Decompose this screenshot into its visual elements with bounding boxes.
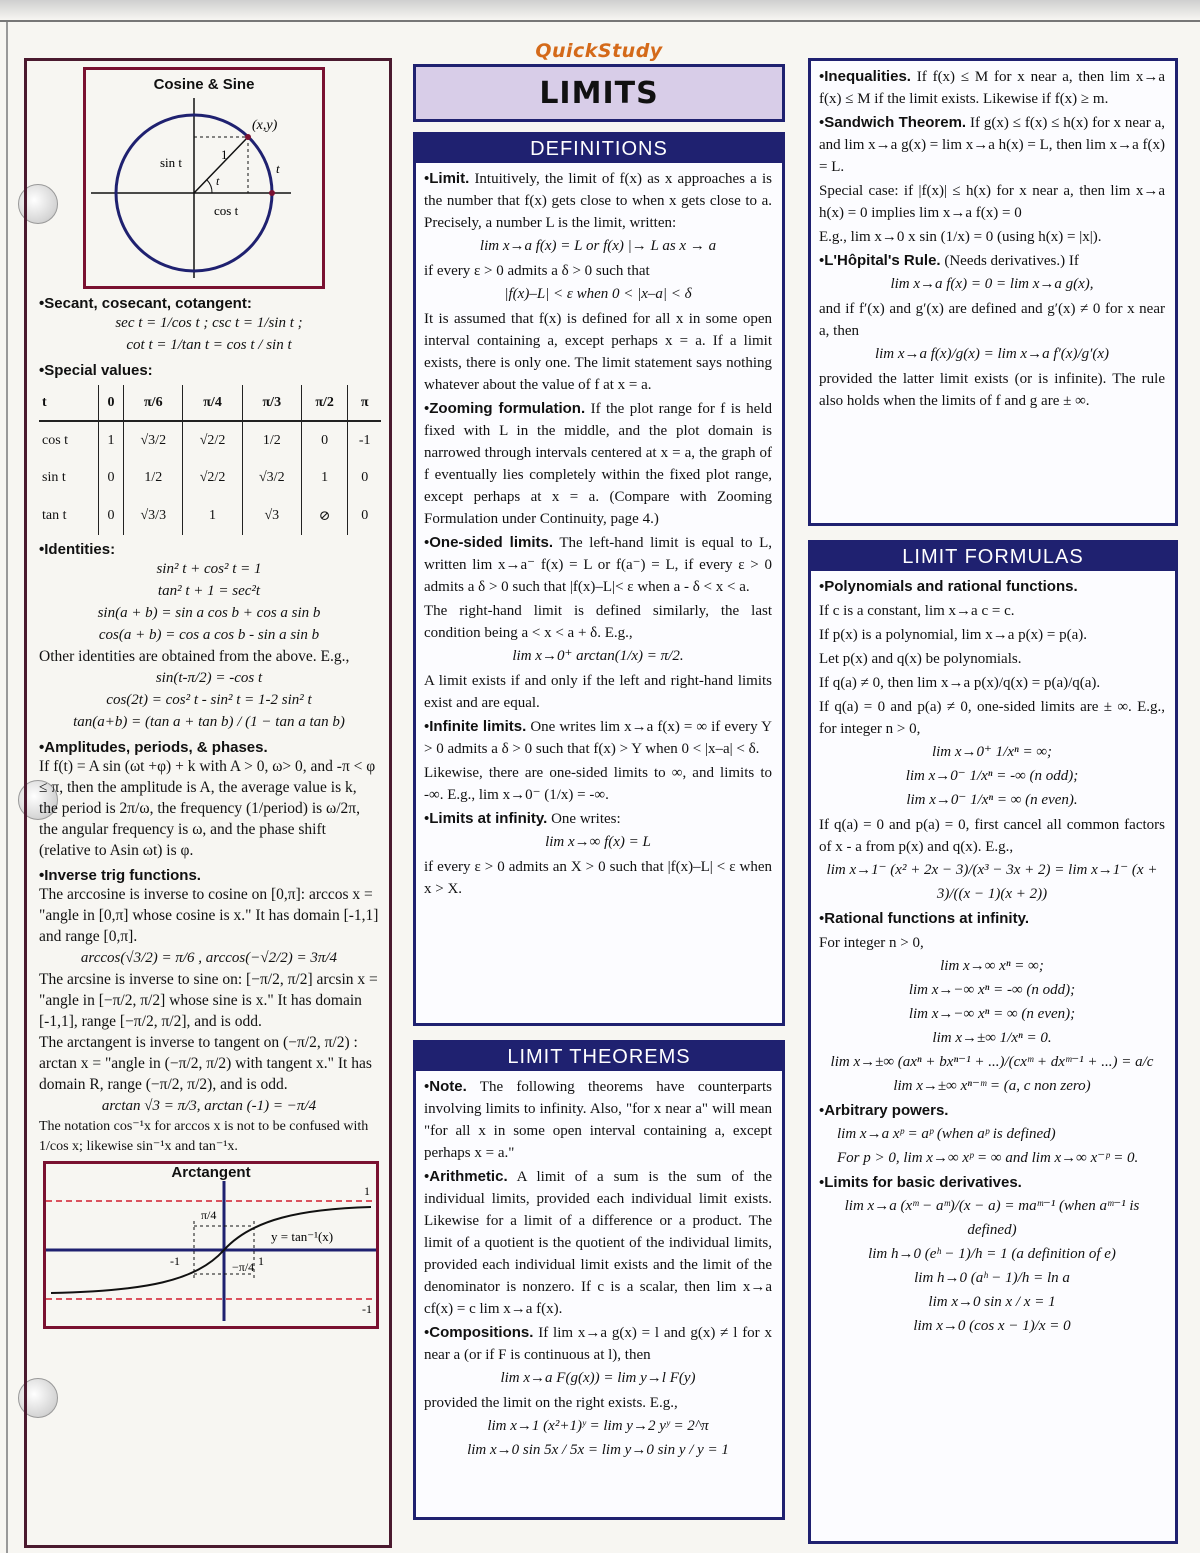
table-cell: 1/2: [242, 421, 301, 459]
theorems-continued-section: [808, 58, 1178, 526]
formula-equation: lim x→0⁻ 1/xⁿ = -∞ (n odd);: [905, 768, 1079, 784]
table-cell: sin t: [42, 470, 66, 485]
polynomials-heading: • Polynomials and rational functions.: [819, 576, 1165, 598]
formula-line: For integer n > 0,: [819, 935, 924, 951]
table-cell: 0: [301, 421, 347, 459]
table-cell: π/6: [124, 385, 183, 421]
table-row: [39, 497, 381, 535]
limit-exists-note: A limit exists if and only if the left and right-hand limits exist and are equal.: [424, 673, 772, 711]
table-cell: √2/2: [183, 459, 242, 497]
identity-note: Other identities are obtained from the above. E.g.,: [39, 648, 350, 665]
basic-derivatives-heading: • Limits for basic derivatives.: [819, 1172, 1165, 1194]
limits-at-infinity: • Limits at infinity. One writes:: [424, 808, 772, 830]
amplitude-heading: • Amplitudes, periods, & phases.: [39, 739, 379, 756]
amplitude-text: If f(t) = A sin (ωt +φ) + k with A > 0, ω> 0, and -π < φ ≤ π, then the amplitude is A, the average value is k, the period is 2π/ω, the frequency (1/period) is ω/2π, the angular frequency is ω, and the phase shift (relative to Asin ωt) is φ.: [39, 758, 376, 859]
secant-formula: sec t = 1/cos t ; csc t = 1/sin t ;: [115, 315, 303, 331]
notation-note: The notation cos⁻¹x for arccos x is not to be confused with 1/cos x; likewise sin⁻¹x and tan⁻¹x.: [39, 1119, 369, 1154]
table-cell: √2/2: [183, 421, 242, 459]
middle-column: [413, 40, 785, 1548]
title-box: [413, 64, 785, 122]
arccos-text: The arccosine is inverse to cosine on [0,π]: arccos x = "angle in [0,π] whose cosine is x." It has domain [-1,1] and range [0,π].: [39, 886, 379, 945]
left-edge: [6, 22, 8, 1553]
formula-line: If q(a) = 0 and p(a) ≠ 0, one-sided limits are ± ∞. E.g., for integer n > 0,: [819, 699, 1165, 737]
table-cell: t: [39, 385, 98, 421]
identity: sin² t + cos² t = 1: [156, 561, 262, 577]
table-header-row: [39, 385, 381, 421]
cos-label: cos t: [214, 203, 239, 218]
arctangent-figure: [43, 1161, 379, 1329]
definitions-section: [413, 132, 785, 1026]
formula-line: If p(x) is a polynomial, lim x→a p(x) = p(a).: [819, 627, 1087, 643]
identity: cos(a + b) = cos a cos b - sin a sin b: [98, 627, 320, 643]
infinite-limits-note: Likewise, there are one-sided limits to ∞, and limits to -∞. E.g., lim x→0⁻ (1/x) = -∞.: [424, 765, 772, 803]
lhopital-condition: lim x→a f(x) = 0 = lim x→a g(x),: [890, 276, 1094, 292]
zooming-formulation: • Zooming formulation. If the plot range for f is held fixed with L in the middle, and the plot domain is narrowed through intervals centered at x = a, the graph of f eventually lies completely within the fixed plot range, except perhaps at x = a. (Compare with Zooming Formulation under Continuity, page 4.): [424, 398, 772, 530]
identity: sin(a + b) = sin a cos b + cos a sin b: [97, 605, 321, 621]
formula-equation: lim x→∞ xⁿ = ∞;: [940, 958, 1044, 974]
limit-theorems-section: [413, 1040, 785, 1520]
arctan-limit-equation: lim x→0⁺ arctan(1/x) = π/2.: [512, 648, 684, 664]
formula-equation: lim x→±∞ 1/xⁿ = 0.: [932, 1030, 1052, 1046]
top-edge: [0, 0, 1200, 22]
table-cell: π: [348, 385, 381, 421]
table-cell: -1: [348, 421, 381, 459]
table-cell: √3/2: [242, 459, 301, 497]
limit-formulas-section: [808, 540, 1178, 1544]
section-heading: LIMIT THEOREMS: [416, 1043, 782, 1071]
formula-equation: lim x→±∞ (axⁿ + bxⁿ⁻¹ + ...)/(cxᵐ + dxᵐ⁻¹ + ...) = a/c: [830, 1054, 1154, 1070]
formula-equation: For p > 0, lim x→∞ xᵖ = ∞ and lim x→∞ x⁻ᵖ = 0.: [837, 1150, 1139, 1166]
identity: cos(2t) = cos² t - sin² t = 1-2 sin² t: [106, 692, 312, 708]
table-cell: π/4: [183, 385, 242, 421]
table-cell: √3/2: [124, 421, 183, 459]
formula-line: If q(a) = 0 and p(a) = 0, first cancel all common factors of x - a from p(x) and q(x). E.g.,: [819, 817, 1165, 855]
composition-example: lim x→1 (x²+1)ʸ = lim y→2 yʸ = 2^π: [487, 1418, 709, 1434]
identities-heading: • Identities:: [39, 541, 379, 558]
right-column: [808, 58, 1178, 1548]
arc-label: t: [276, 161, 280, 176]
arctangent-graph: [46, 1181, 376, 1321]
point-label: (x,y): [252, 118, 278, 133]
formula-equation: lim x→a xᵖ = aᵖ (when aᵖ is defined): [837, 1126, 1056, 1142]
arbitrary-powers-heading: • Arbitrary powers.: [819, 1100, 1165, 1122]
composition-equation: lim x→a F(g(x)) = lim y→l F(y): [500, 1370, 696, 1386]
sine-limit-example: lim x→0 sin 5x / 5x = lim y→0 sin y / y = 1: [467, 1442, 729, 1458]
sandwich-special-case: Special case: if |f(x)| ≤ h(x) for x near a, then lim x→a h(x) = 0 implies lim x→a f(x) = 0: [819, 183, 1165, 221]
brand-logo: QuickStudy: [535, 40, 663, 62]
table-cell: 0: [348, 459, 381, 497]
limit-note: It is assumed that f(x) is defined for all x in some open interval containing a, except perhaps x = a. If a limit exists, there is only one. The limit statement says nothing whatever about the value of f at x = a.: [424, 311, 772, 393]
table-cell: π/2: [301, 385, 347, 421]
infinity-limit-condition: if every ε > 0 admits an X > 0 such that |f(x)–L| < ε when x > X.: [424, 859, 772, 897]
function-label: y = tan⁻¹(x): [271, 1229, 334, 1244]
composition-note: provided the limit on the right exists. E.g.,: [424, 1395, 678, 1411]
formula-equation: lim x→1⁻ (x² + 2x − 3)/(x³ − 3x + 2) = lim x→1⁻ (x + 3)/((x − 1)(x + 2)): [826, 862, 1158, 902]
table-cell: 1/2: [124, 459, 183, 497]
table-cell: tan t: [42, 508, 67, 523]
section-heading: DEFINITIONS: [416, 135, 782, 163]
secant-heading: • Secant, cosecant, cotangent:: [39, 295, 379, 312]
section-heading: LIMIT FORMULAS: [811, 543, 1175, 571]
one-label: 1: [364, 1184, 370, 1198]
infinite-limits: • Infinite limits. One writes lim x→a f(x) = ∞ if every Y > 0 admits a δ > 0 such that f(x) > Y when 0 < |x–a| < δ.: [424, 716, 772, 760]
arctan-example: arctan √3 = π/3, arctan (-1) = −π/4: [101, 1098, 317, 1114]
formula-line: If q(a) ≠ 0, then lim x→a p(x)/q(x) = p(a)/q(a).: [819, 675, 1101, 691]
table-row: [39, 459, 381, 497]
formula-equation: lim x→0 (cos x − 1)/x = 0: [913, 1318, 1071, 1334]
table-cell: 1: [301, 459, 347, 497]
infinity-limit-equation: lim x→∞ f(x) = L: [545, 834, 651, 850]
table-cell: 0: [98, 385, 123, 421]
right-hand-limit: The right-hand limit is defined similarly, the last condition being a < x < a + δ. E.g.,: [424, 603, 772, 641]
limit-equation: lim x→a f(x) = L or f(x) |→ L as x → a: [479, 238, 717, 254]
identity: tan² t + 1 = sec²t: [157, 583, 261, 599]
limit-definition: • Limit. Intuitively, the limit of f(x) as x approaches a is the number that f(x) gets close to when x gets close to a. Precisely, a number L is the limit, written:: [424, 168, 772, 234]
special-values-heading: • Special values:: [39, 362, 379, 379]
rational-heading: • Rational functions at infinity.: [819, 908, 1165, 930]
page-title: LIMITS: [539, 75, 659, 111]
sandwich-theorem: • Sandwich Theorem. If g(x) ≤ f(x) ≤ h(x) for x near a, and lim x→a g(x) = lim x→a h(x) = L, then lim x→a f(x) = L.: [819, 112, 1165, 178]
table-cell: √3: [242, 497, 301, 535]
table-cell: 0: [348, 497, 381, 535]
angle-label: t: [216, 174, 220, 188]
formula-line: If c is a constant, lim x→a c = c.: [819, 603, 1015, 619]
table-cell: 0: [98, 459, 123, 497]
lhopital-derivatives: and if f′(x) and g′(x) are defined and g′(x) ≠ 0 for x near a, then: [819, 301, 1165, 339]
identity: sin(t-π/2) = -cos t: [155, 670, 263, 686]
formula-equation: lim h→0 (aʰ − 1)/h = ln a: [914, 1270, 1070, 1286]
x-one-label: 1: [258, 1254, 264, 1268]
sin-label: sin t: [160, 155, 183, 170]
formula-equation: lim x→−∞ xⁿ = ∞ (n even);: [908, 1006, 1076, 1022]
table-cell: ⊘: [301, 497, 347, 535]
inequalities: • Inequalities. If f(x) ≤ M for x near a, then lim x→a f(x) ≤ M if the limit exists. Likewise if f(x) ≥ m.: [819, 66, 1165, 110]
cotangent-formula: cot t = 1/tan t = cos t / sin t: [126, 337, 292, 353]
table-row: [39, 421, 381, 459]
formula-equation: lim x→0⁺ 1/xⁿ = ∞;: [931, 744, 1053, 760]
arithmetic-theorem: • Arithmetic. A limit of a sum is the sum of the individual limits, provided each individual limit exists. Likewise for a limit of a difference or a product. The limit of a quotient is the quotient of the individual limits, provided each individual limit exists and the limit of the denominator is nonzero. If c is a scalar, then lim x→a cf(x) = c lim x→a f(x).: [424, 1166, 772, 1320]
formula-equation: lim x→a (xᵐ − aᵐ)/(x − a) = maᵐ⁻¹ (when aᵐ⁻¹ is defined): [844, 1198, 1140, 1238]
inverse-trig-heading: • Inverse trig functions.: [39, 867, 379, 884]
formula-equation: lim x→−∞ xⁿ = -∞ (n odd);: [908, 982, 1076, 998]
table-cell: 1: [183, 497, 242, 535]
formula-line: Let p(x) and q(x) be polynomials.: [819, 651, 1022, 667]
lhopital-rule: • L'Hôpital's Rule. (Needs derivatives.) If: [819, 250, 1165, 272]
sandwich-example: E.g., lim x→0 x sin (1/x) = 0 (using h(x) = |x|).: [819, 229, 1102, 245]
formula-equation: lim x→0⁻ 1/xⁿ = ∞ (n even).: [906, 792, 1078, 808]
one-sided-limits: • One-sided limits. The left-hand limit is equal to L, written lim x→a⁻ f(x) = L or f(a⁻) = L, if every ε > 0 admits a δ > 0 such that |f(x)–L|< ε when a - δ < x < a.: [424, 532, 772, 598]
theorems-note: • Note. The following theorems have counterparts involving limits to infinity. Also, "for x near a" will mean "for all x in some open interval containing a, except perhaps x = a.": [424, 1076, 772, 1164]
table-cell: 1: [98, 421, 123, 459]
identity: tan(a+b) = (tan a + tan b) / (1 − tan a tan b): [73, 714, 345, 730]
y-minus-one-label: -1: [362, 1302, 372, 1316]
pi-over-4-label: π/4: [201, 1208, 217, 1222]
unit-circle-diagram: [86, 93, 296, 283]
epsilon-delta-equation: |f(x)–L| < ε when 0 < |x–a| < δ: [504, 286, 692, 302]
lhopital-equation: lim x→a f(x)/g(x) = lim x→a f′(x)/g′(x): [874, 346, 1110, 362]
formula-equation: lim x→0 sin x / x = 1: [928, 1294, 1056, 1310]
table-cell: √3/3: [124, 497, 183, 535]
lhopital-note: provided the latter limit exists (or is infinite). The rule also holds when the limits of f and g are ± ∞.: [819, 371, 1165, 409]
limit-condition: if every ε > 0 admits a δ > 0 such that: [424, 263, 650, 279]
special-values-table: [39, 385, 381, 535]
figure-title: Cosine & Sine: [153, 76, 255, 93]
compositions-theorem: • Compositions. If lim x→a g(x) = l and g(x) ≠ l for x near a (or if F is continuous at l), then: [424, 1322, 772, 1366]
left-column: [24, 58, 392, 1548]
arcsin-text: The arcsine is inverse to sine on: [−π/2, π/2] arcsin x = "angle in [−π/2, π/2] whose sine is x." It has domain [-1,1], range [−π/2, π/2], and is odd.: [39, 971, 378, 1030]
radius-label: 1: [221, 147, 228, 162]
cosine-sine-figure: [83, 67, 325, 289]
formula-equation: lim x→±∞ xⁿ⁻ᵐ = (a, c non zero): [893, 1078, 1091, 1094]
table-cell: 0: [98, 497, 123, 535]
arctan-text: The arctangent is inverse to tangent on (−π/2, π/2) : arctan x = "angle in (−π/2, π/2) with tangent x." It has domain R, range (−π/2, π/2), and is odd.: [39, 1034, 372, 1093]
table-cell: cos t: [42, 432, 69, 448]
table-cell: π/3: [242, 385, 301, 421]
minus-pi-over-4-label: −π/4: [232, 1260, 255, 1274]
formula-equation: lim h→0 (eʰ − 1)/h = 1 (a definition of e): [868, 1246, 1116, 1262]
arccos-example: arccos(√3/2) = π/6 , arccos(−√2/2) = 3π/4: [80, 950, 338, 966]
minus-one-label: -1: [170, 1254, 180, 1268]
figure-title: Arctangent: [171, 1164, 251, 1181]
